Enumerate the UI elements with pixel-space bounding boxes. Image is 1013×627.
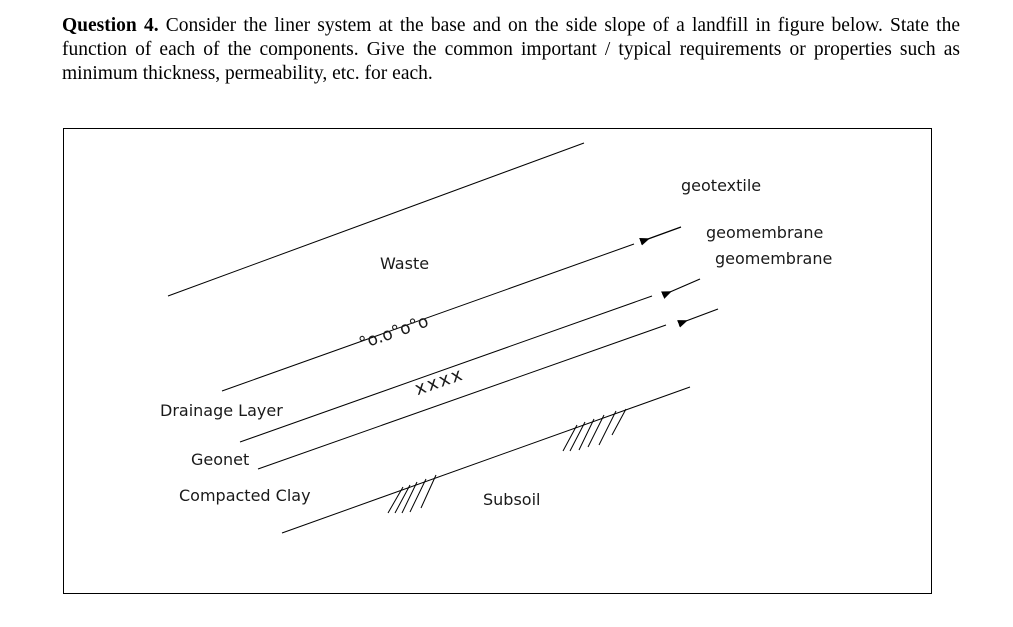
compacted-clay-label: Compacted Clay — [179, 486, 311, 505]
geonet-symbol: xxxx — [412, 363, 467, 400]
question-text — [62, 14, 960, 86]
subsoil-line — [282, 387, 690, 533]
subsoil-hatch-right — [563, 409, 626, 451]
geomembrane-arrow-2 — [686, 309, 718, 321]
liner-diagram-svg — [64, 129, 933, 595]
drainage-symbol: °o.o°o°o — [356, 311, 432, 354]
geomembrane-arrow-1 — [670, 279, 700, 292]
geotextile-label: geotextile — [681, 176, 762, 195]
geomembrane-label-1: geomembrane — [706, 223, 824, 242]
waste-label: Waste — [380, 254, 430, 273]
compacted-clay-line — [258, 325, 666, 469]
question-number: Question 4. — [62, 15, 159, 36]
waste-top-line — [168, 143, 584, 296]
geonet-label: Geonet — [191, 450, 250, 469]
liner-system-figure — [63, 128, 932, 594]
geotextile-arrow — [648, 227, 681, 239]
subsoil-label: Subsoil — [483, 490, 541, 509]
drainage-layer-label: Drainage Layer — [160, 401, 283, 420]
question-body: Consider the liner system at the base and on the side slope of a landfill in figure below. State the function of each of the components. Give the common important / typical requirements or properties such as minimum thickness, permeability, etc. for each. — [62, 15, 960, 84]
geomembrane-label-2: geomembrane — [715, 249, 833, 268]
